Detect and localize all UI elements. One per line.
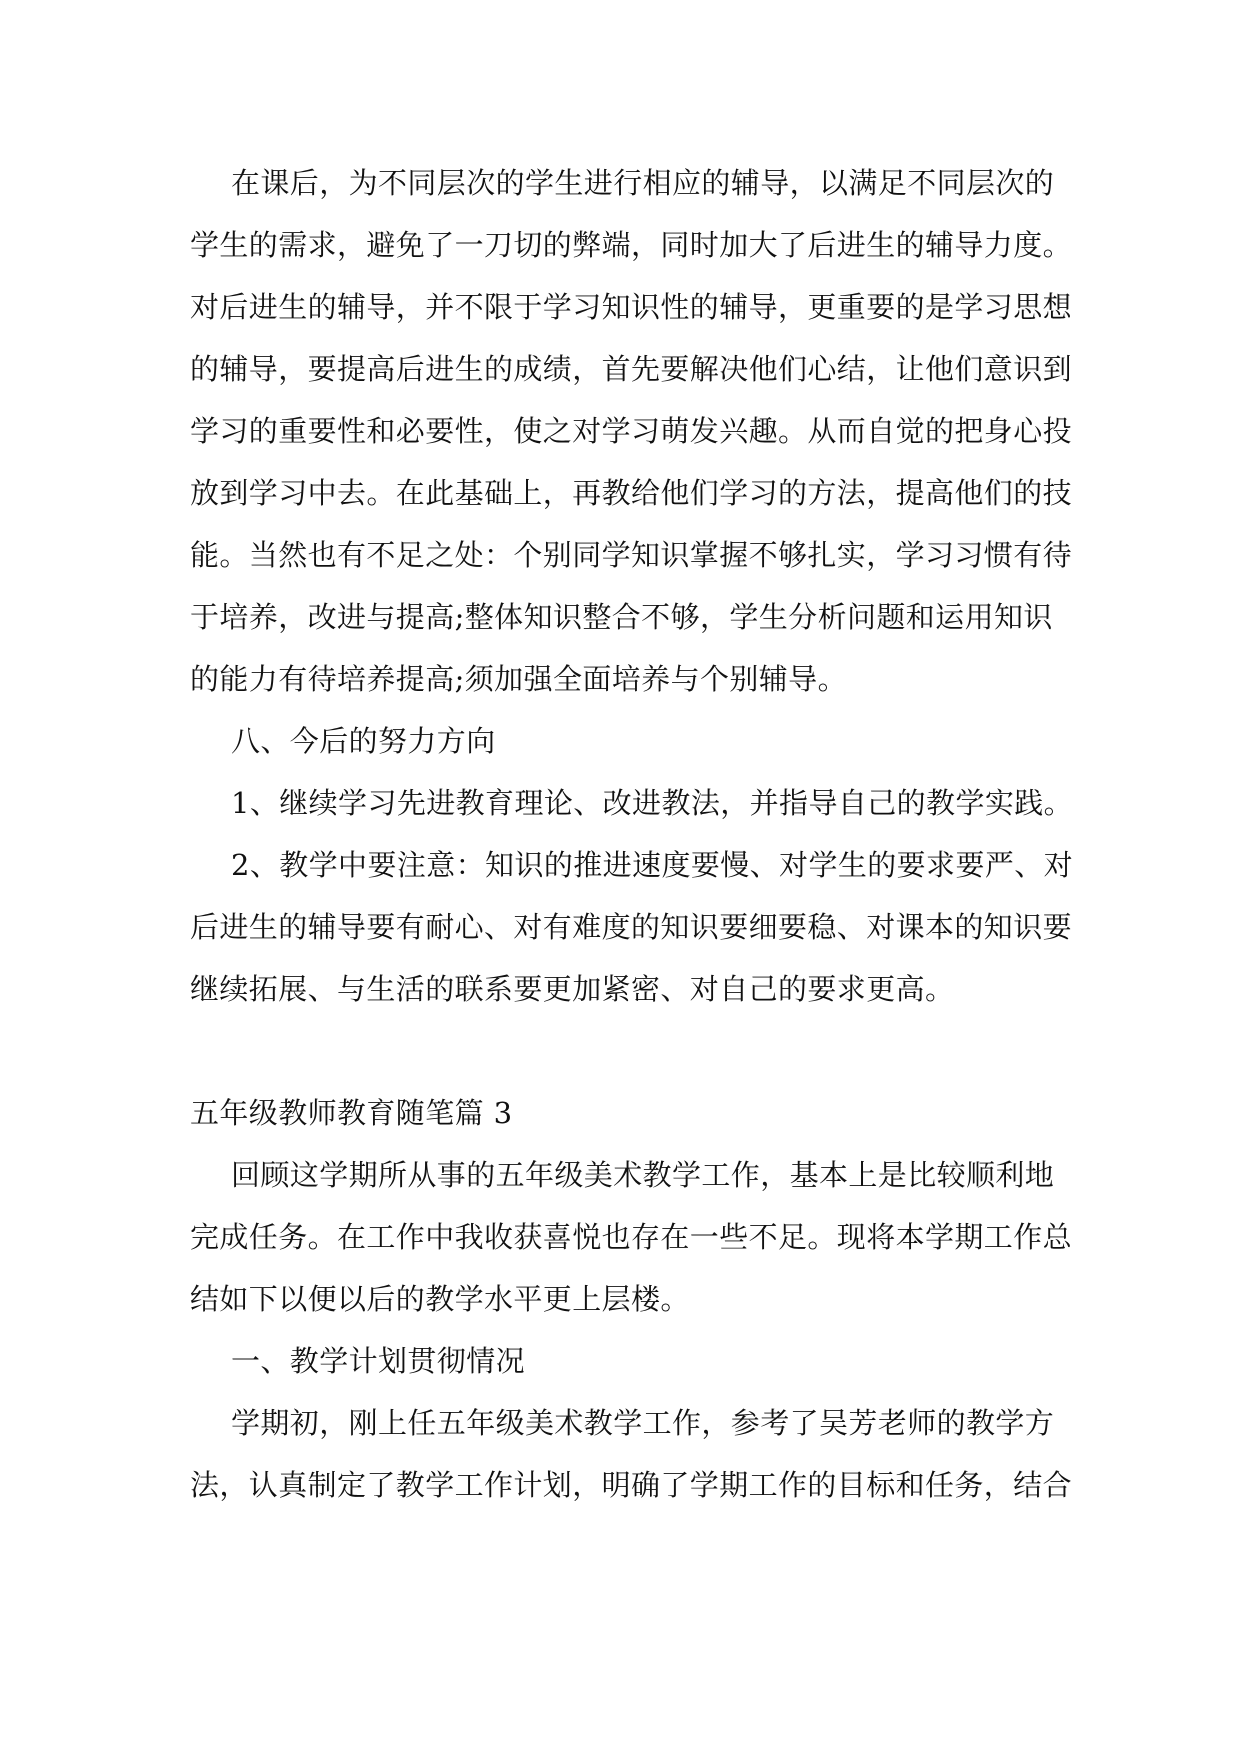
paragraph-line: 法，认真制定了教学工作计划，明确了学期工作的目标和任务，结合	[190, 1468, 1073, 1502]
paragraph-line: 对后进生的辅导，并不限于学习知识性的辅导，更重要的是学习思想	[190, 290, 1073, 324]
paragraph-line: 回顾这学期所从事的五年级美术教学工作，基本上是比较顺利地	[231, 1158, 1055, 1192]
article-title: 五年级教师教育随笔篇 3	[190, 1096, 513, 1130]
paragraph-line: 在课后，为不同层次的学生进行相应的辅导，以满足不同层次的	[231, 166, 1055, 200]
list-item: 2、教学中要注意：知识的推进速度要慢、对学生的要求要严、对	[231, 848, 1074, 882]
paragraph-line: 后进生的辅导要有耐心、对有难度的知识要细要稳、对课本的知识要	[190, 910, 1073, 944]
paragraph-line: 的辅导，要提高后进生的成绩，首先要解决他们心结，让他们意识到	[190, 352, 1073, 386]
paragraph-line: 完成任务。在工作中我收获喜悦也存在一些不足。现将本学期工作总	[190, 1220, 1073, 1254]
list-item: 1、继续学习先进教育理论、改进教法，并指导自己的教学实践。	[231, 786, 1074, 820]
paragraph-line: 学期初，刚上任五年级美术教学工作，参考了吴芳老师的教学方	[231, 1406, 1055, 1440]
section-heading: 八、今后的努力方向	[231, 724, 496, 758]
paragraph-line: 学习的重要性和必要性，使之对学习萌发兴趣。从而自觉的把身心投	[190, 414, 1073, 448]
paragraph-line: 的能力有待培养提高;须加强全面培养与个别辅导。	[190, 662, 847, 696]
section-heading: 一、教学计划贯彻情况	[231, 1344, 526, 1378]
paragraph-line: 学生的需求，避免了一刀切的弊端，同时加大了后进生的辅导力度。	[190, 228, 1073, 262]
paragraph-line: 能。当然也有不足之处：个别同学知识掌握不够扎实，学习习惯有待	[190, 538, 1073, 572]
paragraph-line: 继续拓展、与生活的联系要更加紧密、对自己的要求更高。	[190, 972, 955, 1006]
paragraph-line: 结如下以便以后的教学水平更上层楼。	[190, 1282, 690, 1316]
paragraph-line: 放到学习中去。在此基础上，再教给他们学习的方法，提高他们的技	[190, 476, 1073, 510]
paragraph-line: 于培养，改进与提高;整体知识整合不够，学生分析问题和运用知识	[190, 600, 1053, 634]
